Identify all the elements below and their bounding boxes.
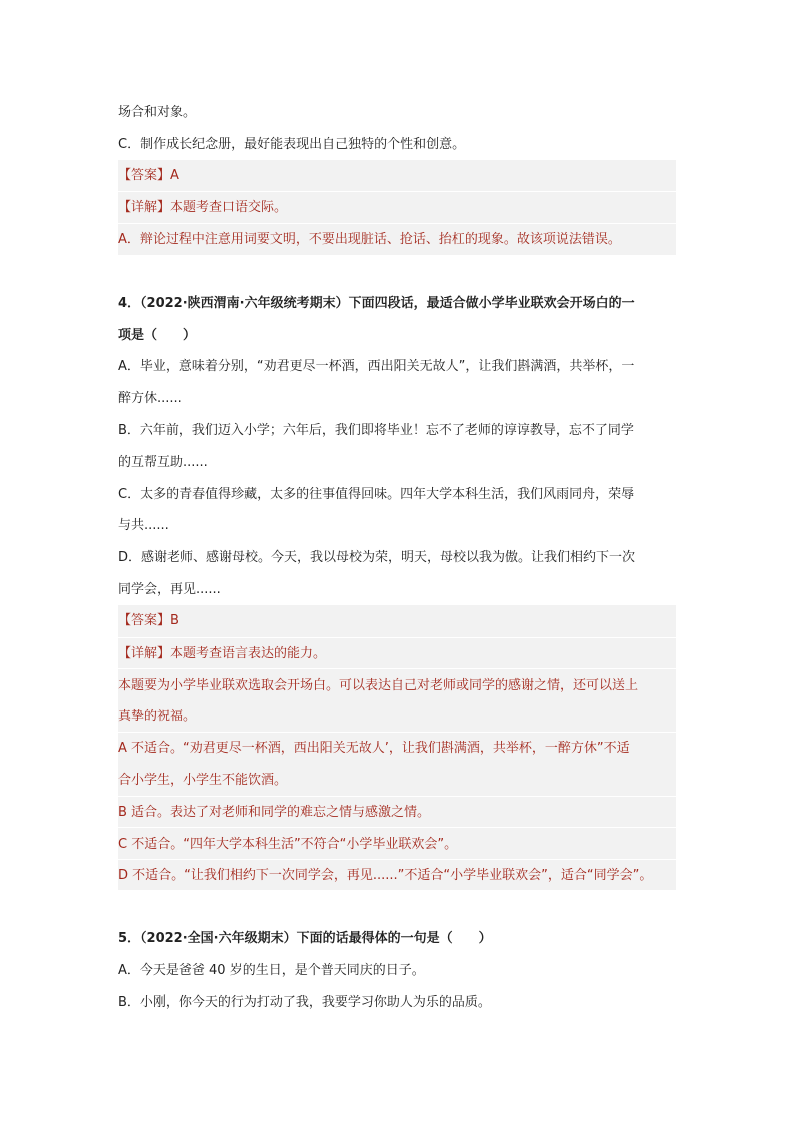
option-a: A．今天是爸爸 40 岁的生日，是个普天同庆的日子。 (118, 963, 425, 978)
explanation-line: D 不适合。“让我们相约下一次同学会，再见......”不适合“小学毕业联欢会”，适合“同学会”。 (118, 868, 653, 883)
explanation-line: 合小学生，小学生不能饮酒。 (118, 773, 288, 788)
option-c-line: C．制作成长纪念册，最好能表现出自己独特的个性和创意。 (118, 137, 466, 152)
question-4-title: 4．（2022·陕西渭南·六年级统考期末）下面四段话，最适合做小学毕业联欢会开场白的一 (118, 296, 635, 311)
explanation-line: A．辩论过程中注意用词要文明，不要出现脏话、抢话、抬杠的现象。故该项说法错误。 (118, 232, 621, 247)
divider (118, 223, 676, 224)
explanation-line: C 不适合。“四年大学本科生活”不符合“小学毕业联欢会”。 (118, 837, 458, 852)
divider (118, 668, 676, 669)
divider (118, 637, 676, 638)
explanation-line: 本题要为小学毕业联欢选取会开场白。可以表达自己对老师或同学的感谢之情，还可以送上 (118, 678, 639, 693)
question-5-title: 5．（2022·全国·六年级期末）下面的话最得体的一句是（ ） (118, 931, 492, 946)
option-d-cont: 同学会，再见...... (118, 582, 221, 597)
answer-label: 【答案】A (118, 168, 179, 183)
detail-label: 【详解】本题考查口语交际。 (118, 200, 288, 215)
detail-label: 【详解】本题考查语言表达的能力。 (118, 646, 327, 661)
option-a-cont: 醉方休...... (118, 391, 182, 406)
option-c: C．太多的青春值得珍藏，太多的往事值得回味。四年大学本科生活，我们风雨同舟，荣辱 (118, 487, 635, 502)
explanation-line: 真挚的祝福。 (118, 709, 197, 724)
option-b: B．六年前，我们迈入小学；六年后，我们即将毕业！忘不了老师的谆谆教导，忘不了同学 (118, 423, 634, 438)
divider (118, 859, 676, 860)
explanation-line: B 适合。表达了对老师和同学的难忘之情与感激之情。 (118, 805, 431, 820)
divider (118, 827, 676, 828)
option-b: B．小刚，你今天的行为打动了我，我要学习你助人为乐的品质。 (118, 995, 491, 1010)
text-line: 场合和对象。 (118, 105, 197, 120)
divider (118, 191, 676, 192)
divider (118, 732, 676, 733)
option-c-cont: 与共...... (118, 518, 169, 533)
explanation-line: A 不适合。“劝君更尽一杯酒，西出阳关无故人’，让我们斟满酒，共举杯，一醉方休”不适 (118, 741, 630, 756)
option-b-cont: 的互帮互助...... (118, 455, 208, 470)
option-d: D．感谢老师、感谢母校。今天，我以母校为荣，明天，母校以我为傲。让我们相约下一次 (118, 550, 636, 565)
answer-label: 【答案】B (118, 613, 179, 628)
divider (118, 796, 676, 797)
question-4-title-cont: 项是（ ） (118, 328, 197, 343)
option-a: A．毕业，意味着分别，“劝君更尽一杯酒，西出阳关无故人”，让我们斟满酒，共举杯，一 (118, 359, 635, 374)
